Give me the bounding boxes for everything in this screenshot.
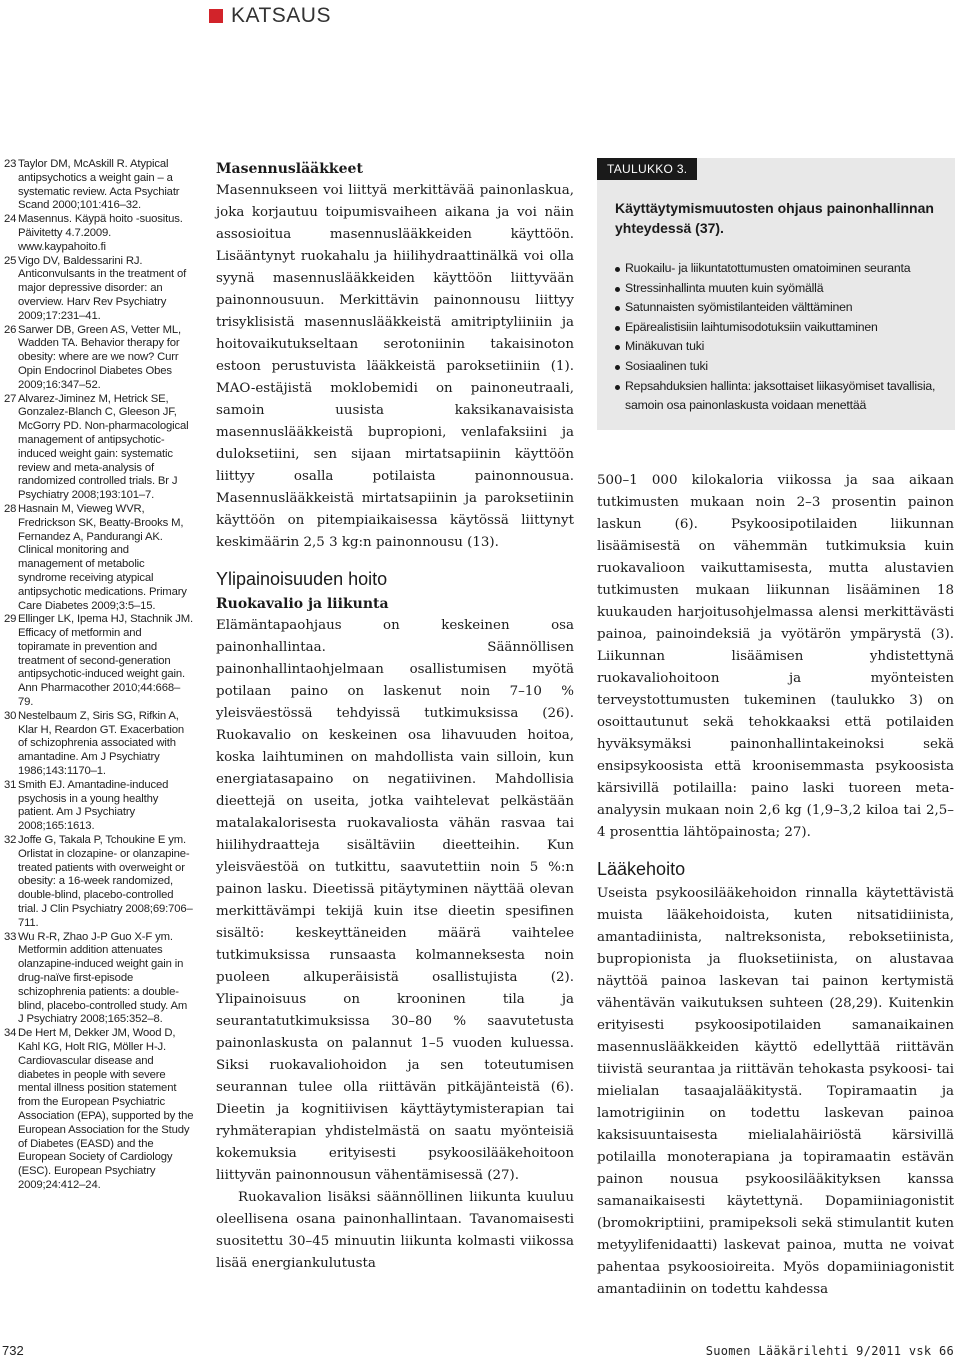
table-3-box xyxy=(597,158,955,430)
reference-text: Nestelbaum Z, Siris SG, Rifkin A, Klar H, Reardon GT. Exacerbation of schizophrenia associated with amantadine. Am J Psychiatry 1986;143:1170–1. xyxy=(18,709,184,778)
table-bullet-list xyxy=(615,259,947,416)
reference-text: Wu R-R, Zhao J-P Guo X-F ym. Metformin addition attenuates olanzapine-induced weight gain in drug-naïve first-episode schizophrenia patients: a double-blind, placebo-controlled study. Am J Psychiatry 2008;165:352–8. xyxy=(18,930,188,1026)
heading-masennuslaakkeet: Masennuslääkkeet xyxy=(216,161,363,177)
heading-ylipainoisuuden-hoito: Ylipainoisuuden hoito xyxy=(216,569,388,589)
journal-footer: Suomen Lääkärilehti 9/2011 vsk 66 xyxy=(705,1344,954,1358)
table-list-item-text: Satunnaisten syömistilanteiden välttäminen xyxy=(625,300,853,315)
main-column-left xyxy=(216,158,574,1275)
reference-text: Sarwer DB, Green AS, Vetter ML, Wadden TA. Behavior therapy for obesity: where are we now? Curr Opin Endocrinol Diabetes Obes 2009;16:347–52. xyxy=(18,323,181,391)
reference-item xyxy=(4,1027,194,1193)
reference-item xyxy=(4,324,194,393)
table-list-item xyxy=(615,377,947,416)
reference-text: Vigo DV, Baldessarini RJ. Anticonvulsants in the treatment of major depressive disorder: an overview. Harv Rev Psychiatry 2009;17:231–41. xyxy=(18,254,187,322)
table-list-item-text: Repsahduksien hallinta: jaksottaiset liikasyömiset tavallisia, samoin osa painonlaskusta voidaan menettää xyxy=(625,378,936,413)
reference-item xyxy=(4,393,194,503)
bullet-icon xyxy=(615,287,620,292)
reference-number: 24 xyxy=(4,213,17,226)
reference-item xyxy=(4,213,194,254)
reference-text: Alvarez-Jiminez M, Hetrick SE, Gonzalez-Blanch C, Gleeson JF, McGorry PD. Non-pharmacological management of antipsychotic-induced weight gain: systematic review and meta-analysis of randomized controlled trials. Br J Psychiatry 2008;193:101–7. xyxy=(18,392,189,502)
reference-number: 23 xyxy=(4,158,17,170)
reference-item xyxy=(4,710,194,779)
table-list-item xyxy=(615,279,947,299)
reference-item xyxy=(4,255,194,324)
reference-item xyxy=(4,931,194,1028)
paragraph-laakehoito: Useista psykoosilääkehoidon rinnalla käytettävistä muista lääkehoidoista, kuten nitsatidiinista, amantadiinista, naltreksonista, reboksetiinista, bupropionista ja fluoksetiinista, on alustavaa näyttöä painoa laskevan tai painon kertymistä vähentävän vaikutuksen suhteen (28,29). Kuitenkin erityisesti psykoosipotilaiden samanaikainen masennuslääkkeiden käyttö edellyttää riittävän tiivistä seurantaa ja riittävän tehokasta psykoosi- tai mielialan tasaajalääkitystä. Topiramaatin ja lamotrigiinin on todettu laskevan painoa kaksisuuntaisesta mielialahäiriöstä kärsivillä potilailla monoterapiana ja topiramaatin estävän painon nousua psykoosilääkityksen kanssa samanaikaisesti käytettynä. Dopamiiniagonistit (bromokriptiini, pramipeksoli sekä stimulantit kuten metyylifenidaatti) laskevat painoa, mutta ne voivat pahentaa psykoosioireita. Myös dopamiiniagonistit amantadiinin on todettu kahdessa xyxy=(597,886,954,1297)
paragraph-elamantapaohjaus: Elämäntapaohjaus on keskeinen osa painonhallintaa. Säännöllisen painonhallintaohjelmaan osallistumisen myötä potilaan paino on laskenut noin 7–10 % yleisväestössä tehdyissä tutkimuksissa (26). Ruokavalio on keskeinen osa lihavuuden hoitoa, koska laihtuminen on mahdollista vain silloin, kun energiatasapaino on negatiivinen. Mahdollisia dieettejä on useita, jotka vaihtelevat pelkästään matalakalorisesta ruokavaliosta vähän rasvaa tai hiilihydraatteja sisältäviin dieetteihin. Kun yleisväestöä on tutkittu, saavutettiin noin 5 %:n painon lasku. Dieetissä pitäytyminen näyttää olevan merkittävämpi tekijä kuin itse dieetin spesifinen sisältö: keskeyttäneiden määrä vaihtelee tutkimuksissa runsaasta kolmanneksesta noin puoleen alkuperäisistä osallistujista (2). Ylipainoisuus on krooninen tila ja seurantatutkimuksissa 30–80 % saavutetusta painonlaskusta on palannut 1–5 vuoden kuluessa. Siksi ruokavaliohoidon ja sen toteutumisen seurannan tulee olla riittävän pitkäjänteistä (6). Dieetin ja kognitiivisen käyttäytymisterapian tai ryhmäterapian yhdistelmästä on saatu myönteisiä kokemuksia erityisesti psykoosilääkehoitoon liittyvän painonnousun vähentämisessä (27). xyxy=(216,618,574,1183)
bullet-icon xyxy=(615,326,620,331)
paragraph-masennus: Masennukseen voi liittyä merkittävää painonlaskua, joka korjautuu toipumisvaiheen aikana ja voi näin assosioitua masennuslääkkeiden käyttöön. Lisääntynyt ruokahalu ja hiilihydraattinälkä voi olla syynä masennuslääkkeiden käyttöön liittyvään painonnousuun. Merkittävin painonnousu liittyy trisyklisistä masennuslääkkeistä amitriptyliiniin ja hoitovaikutukseltaan serotoniinin takaisinoton estoon perustuvista lääkkeistä paroksetiiniin (1). MAO-estäjistä moklobemidi on painoneutraali, samoin uusista kaksikanavaisista masennuslääkkeistä bupropioni, venlafaksiini ja duloksetiini, sen sijaan mirtatsapiinin käyttöön liittyy osalla potilaista painonnousua. Masennuslääkkeistä mirtatsapiinin ja paroksetiinin käyttöön on pitempiaikaisessa käytössä liittynyt keskimäärin 2,5 3 kg:n painonnousu (13). xyxy=(216,183,574,550)
reference-item xyxy=(4,779,194,834)
reference-text: Masennus. Käypä hoito -suositus. Päivitetty 4.7.2009. www.kaypahoito.fi xyxy=(18,213,183,253)
bullet-icon xyxy=(615,267,620,272)
heading-ruokavalio-ja-liikunta: Ruokavalio ja liikunta xyxy=(216,596,389,612)
table-list-item-text: Ruokailu- ja liikuntatottumusten omatoiminen seuranta xyxy=(625,261,911,275)
reference-number: 29 xyxy=(4,613,17,626)
main-column-right xyxy=(597,470,954,1301)
reference-text: Ellinger LK, Ipema HJ, Stachnik JM. Efficacy of metformin and topiramate in prevention and treatment of second-generation antipsychotic-induced weight gain. Ann Pharmacother 2010;44:668–79. xyxy=(18,613,193,709)
section-header xyxy=(209,4,331,28)
bullet-icon xyxy=(615,306,620,311)
reference-text: Taylor DM, McAskill R. Atypical antipsychotics a weight gain – a systematic review. Acta Psychiatr Scand 2000;101:416–32. xyxy=(18,158,180,212)
paragraph-liikunta: Ruokavalion lisäksi säännöllinen liikunta kuuluu oleellisena osana painonhallintaan. Tavanomaisesti suositettu 30–45 minuutin liikunta kolmasti viikossa lisää energiankulutusta xyxy=(216,1190,574,1271)
reference-text: Joffe G, Takala P, Tchoukine E ym. Orlistat in clozapine- or olanzapine-treated patients with overweight or obesity: a 16-week randomized, double-blind, placebo-controlled trial. J Clin Psychiatry 2008;69:706–711. xyxy=(18,834,193,929)
table-list-item xyxy=(615,259,947,279)
heading-laakehoito: Lääkehoito xyxy=(597,859,686,879)
reference-number: 28 xyxy=(4,502,17,515)
reference-text: De Hert M, Dekker JM, Wood D, Kahl KG, Holt RIG, Möller H-J. Cardiovascular disease and diabetes in people with severe mental illness position statement from the European Psychiatric Association (EPA), supported by the European Association for the Study of Diabetes (EASD) and the European Society of Cardiology (ESC). European Psychiatry 2009;24:412–24. xyxy=(18,1027,194,1191)
paragraph-liikunta-jatko: 500–1 000 kilokaloria viikossa ja saa aikaan tutkimusten mukaan noin 2–3 prosentin painon laskun (6). Psykoosipotilaiden liikunnan lisäämisestä on vähemmän tutkimuksia kuin ruokavalioon vaikuttamisesta, mutta alustavien tutkimusten mukaan liikunnan lisääminen 18 kuukauden harjoitusohjelmassa alensi merkittävästi painoa, painoindeksiä ja vyötärön ympärystä (3). Liikunnan lisäämisen yhdistettynä ruokavaliohoitoon ja myönteisten terveystottumusten tukeminen (taulukko 3) on osoittautunut sekä tehokkaaksi että potilaiden hyväksymäksi painonhallintakeinoksi sekä ensipsykoosista että kroonisemmasta psykoosista kärsivillä potilailla: paino laski tuoreen meta-analyysin mukaan noin 2,6 kg (1,9–3,2 kiloa tai 2,5–4 prosenttia lähtöpainosta; 27). xyxy=(597,473,954,840)
table-list-item-text: Sosiaalinen tuki xyxy=(625,358,708,373)
table-list-item xyxy=(615,357,947,377)
table-list-item xyxy=(615,298,947,318)
section-title: KATSAUS xyxy=(231,4,331,27)
bullet-icon xyxy=(615,385,620,390)
section-marker-icon xyxy=(209,9,223,23)
reference-number: 32 xyxy=(4,834,17,847)
page-number: 732 xyxy=(2,1343,24,1358)
reference-item xyxy=(4,158,194,213)
reference-item xyxy=(4,503,194,613)
reference-list xyxy=(4,158,194,1193)
reference-text: Smith EJ. Amantadine-induced psychosis in a young healthy patient. Am J Psychiatry 2008;165:1613. xyxy=(18,778,169,833)
bullet-icon xyxy=(615,345,620,350)
reference-number: 30 xyxy=(4,709,17,722)
reference-text: Hasnain M, Vieweg WVR, Fredrickson SK, Beatty-Brooks M, Fernandez A, Pandurangi AK. Clinical monitoring and management of metabolic syndrome receiving atypical antipsychotic medications. Primary Care Diabetes 2009;3:5–15. xyxy=(18,502,187,612)
table-label: TAULUKKO 3. xyxy=(597,158,697,180)
table-list-item-text: Stressinhallinta muuten kuin syömällä xyxy=(625,280,824,295)
table-list-item-text: Epärealistisiin laihtumisodotuksiin vaikuttaminen xyxy=(625,319,878,334)
table-title: Käyttäytymismuutosten ohjaus painonhallinnan yhteydessä (37). xyxy=(615,200,934,236)
reference-number: 33 xyxy=(4,930,17,943)
reference-number: 25 xyxy=(4,254,17,267)
reference-item xyxy=(4,613,194,710)
table-list-item xyxy=(615,318,947,338)
reference-number: 31 xyxy=(4,778,17,791)
reference-number: 26 xyxy=(4,323,17,336)
reference-number: 34 xyxy=(4,1027,17,1040)
table-list-item-text: Minäkuvan tuki xyxy=(625,339,705,354)
reference-number: 27 xyxy=(4,392,17,405)
bullet-icon xyxy=(615,365,620,370)
reference-item xyxy=(4,834,194,931)
table-list-item xyxy=(615,337,947,357)
